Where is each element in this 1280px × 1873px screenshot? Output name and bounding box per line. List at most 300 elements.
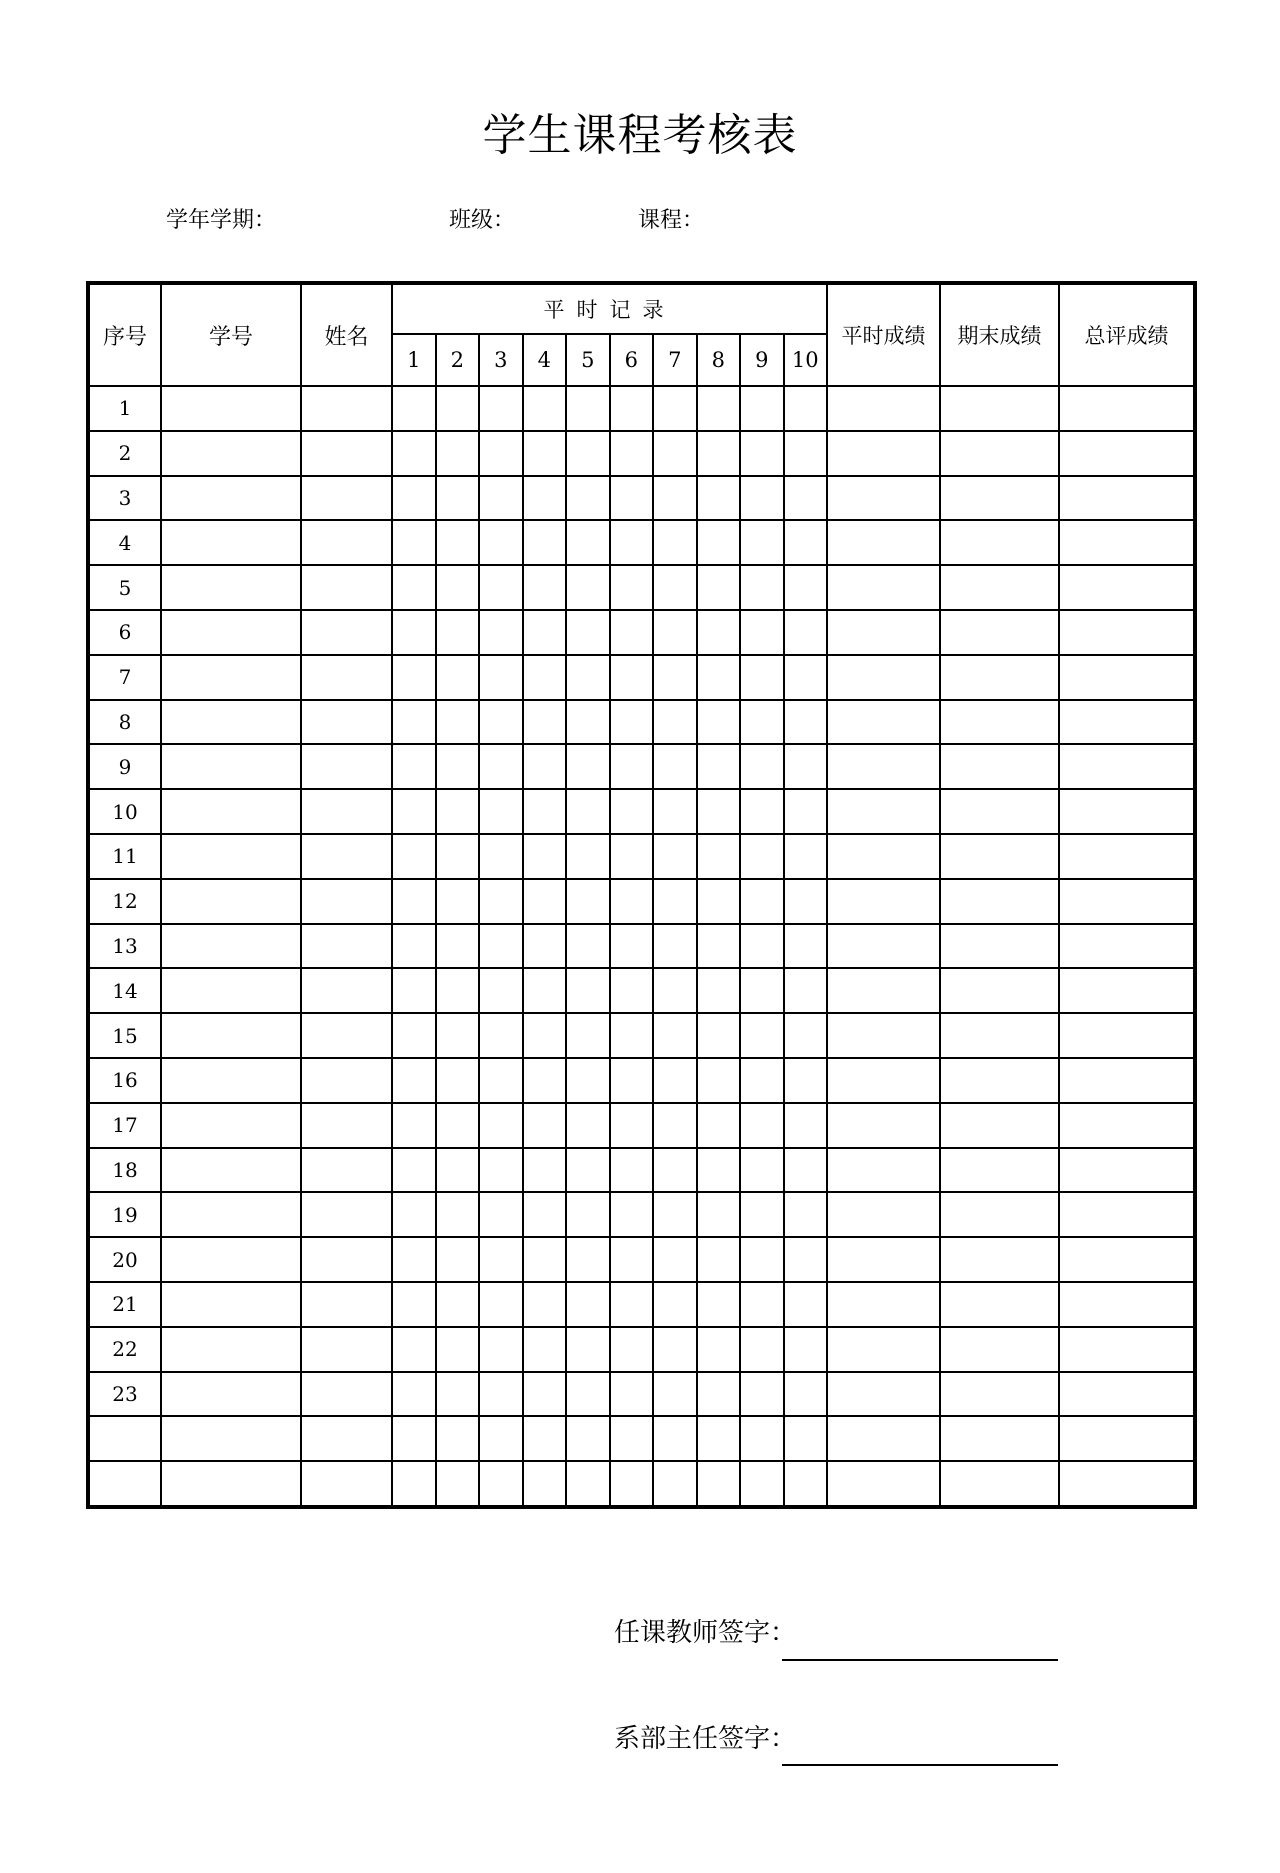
name-cell[interactable] (301, 1327, 392, 1372)
record-4-cell[interactable] (523, 1192, 567, 1237)
record-6-cell[interactable] (610, 1058, 654, 1103)
record-8-cell[interactable] (697, 834, 741, 879)
record-5-cell[interactable] (566, 789, 610, 834)
final-score-cell[interactable] (940, 700, 1059, 745)
record-8-cell[interactable] (697, 1416, 741, 1461)
final-score-cell[interactable] (940, 1461, 1059, 1507)
record-1-cell[interactable] (392, 1282, 436, 1327)
record-9-cell[interactable] (740, 610, 784, 655)
record-10-cell[interactable] (784, 476, 828, 521)
record-5-cell[interactable] (566, 1372, 610, 1417)
record-9-cell[interactable] (740, 789, 784, 834)
regular-score-cell[interactable] (827, 1416, 940, 1461)
record-9-cell[interactable] (740, 1282, 784, 1327)
record-9-cell[interactable] (740, 1461, 784, 1507)
record-7-cell[interactable] (653, 789, 697, 834)
record-8-cell[interactable] (697, 700, 741, 745)
record-7-cell[interactable] (653, 1237, 697, 1282)
record-2-cell[interactable] (436, 1103, 480, 1148)
name-cell[interactable] (301, 1192, 392, 1237)
record-9-cell[interactable] (740, 386, 784, 431)
record-4-cell[interactable] (523, 1282, 567, 1327)
record-10-cell[interactable] (784, 1327, 828, 1372)
record-9-cell[interactable] (740, 1013, 784, 1058)
record-8-cell[interactable] (697, 1461, 741, 1507)
record-9-cell[interactable] (740, 700, 784, 745)
student-id-cell[interactable] (161, 655, 301, 700)
final-score-cell[interactable] (940, 610, 1059, 655)
record-4-cell[interactable] (523, 520, 567, 565)
record-8-cell[interactable] (697, 744, 741, 789)
record-10-cell[interactable] (784, 386, 828, 431)
record-3-cell[interactable] (479, 1237, 523, 1282)
final-score-cell[interactable] (940, 565, 1059, 610)
student-id-cell[interactable] (161, 520, 301, 565)
record-9-cell[interactable] (740, 476, 784, 521)
student-id-cell[interactable] (161, 879, 301, 924)
record-5-cell[interactable] (566, 1013, 610, 1058)
record-6-cell[interactable] (610, 744, 654, 789)
record-5-cell[interactable] (566, 520, 610, 565)
record-9-cell[interactable] (740, 1058, 784, 1103)
record-2-cell[interactable] (436, 1058, 480, 1103)
record-1-cell[interactable] (392, 610, 436, 655)
record-4-cell[interactable] (523, 1058, 567, 1103)
record-8-cell[interactable] (697, 879, 741, 924)
record-8-cell[interactable] (697, 1103, 741, 1148)
student-id-cell[interactable] (161, 476, 301, 521)
name-cell[interactable] (301, 565, 392, 610)
student-id-cell[interactable] (161, 968, 301, 1013)
student-id-cell[interactable] (161, 700, 301, 745)
total-score-cell[interactable] (1059, 1327, 1195, 1372)
record-3-cell[interactable] (479, 879, 523, 924)
record-2-cell[interactable] (436, 565, 480, 610)
record-9-cell[interactable] (740, 1103, 784, 1148)
record-10-cell[interactable] (784, 1192, 828, 1237)
record-1-cell[interactable] (392, 1372, 436, 1417)
record-7-cell[interactable] (653, 655, 697, 700)
record-2-cell[interactable] (436, 700, 480, 745)
record-5-cell[interactable] (566, 565, 610, 610)
record-5-cell[interactable] (566, 655, 610, 700)
record-10-cell[interactable] (784, 1461, 828, 1507)
regular-score-cell[interactable] (827, 1461, 940, 1507)
regular-score-cell[interactable] (827, 1327, 940, 1372)
record-4-cell[interactable] (523, 924, 567, 969)
record-9-cell[interactable] (740, 834, 784, 879)
record-9-cell[interactable] (740, 520, 784, 565)
record-4-cell[interactable] (523, 1237, 567, 1282)
record-7-cell[interactable] (653, 834, 697, 879)
record-7-cell[interactable] (653, 1327, 697, 1372)
record-2-cell[interactable] (436, 1416, 480, 1461)
regular-score-cell[interactable] (827, 655, 940, 700)
record-5-cell[interactable] (566, 879, 610, 924)
record-8-cell[interactable] (697, 789, 741, 834)
record-1-cell[interactable] (392, 1148, 436, 1193)
record-8-cell[interactable] (697, 1058, 741, 1103)
record-5-cell[interactable] (566, 924, 610, 969)
student-id-cell[interactable] (161, 834, 301, 879)
record-7-cell[interactable] (653, 386, 697, 431)
record-7-cell[interactable] (653, 1282, 697, 1327)
regular-score-cell[interactable] (827, 924, 940, 969)
final-score-cell[interactable] (940, 1372, 1059, 1417)
total-score-cell[interactable] (1059, 1148, 1195, 1193)
record-2-cell[interactable] (436, 789, 480, 834)
student-id-cell[interactable] (161, 789, 301, 834)
record-2-cell[interactable] (436, 834, 480, 879)
teacher-signature-line[interactable] (782, 1659, 1058, 1661)
total-score-cell[interactable] (1059, 431, 1195, 476)
record-10-cell[interactable] (784, 431, 828, 476)
record-8-cell[interactable] (697, 1237, 741, 1282)
total-score-cell[interactable] (1059, 610, 1195, 655)
total-score-cell[interactable] (1059, 1192, 1195, 1237)
final-score-cell[interactable] (940, 1327, 1059, 1372)
director-signature-line[interactable] (782, 1764, 1058, 1766)
record-3-cell[interactable] (479, 1372, 523, 1417)
record-5-cell[interactable] (566, 610, 610, 655)
final-score-cell[interactable] (940, 520, 1059, 565)
record-3-cell[interactable] (479, 834, 523, 879)
record-5-cell[interactable] (566, 1327, 610, 1372)
record-4-cell[interactable] (523, 834, 567, 879)
record-5-cell[interactable] (566, 1058, 610, 1103)
record-1-cell[interactable] (392, 520, 436, 565)
record-3-cell[interactable] (479, 968, 523, 1013)
record-8-cell[interactable] (697, 1372, 741, 1417)
final-score-cell[interactable] (940, 789, 1059, 834)
record-4-cell[interactable] (523, 968, 567, 1013)
total-score-cell[interactable] (1059, 1461, 1195, 1507)
regular-score-cell[interactable] (827, 386, 940, 431)
record-8-cell[interactable] (697, 431, 741, 476)
record-8-cell[interactable] (697, 1282, 741, 1327)
record-8-cell[interactable] (697, 1013, 741, 1058)
student-id-cell[interactable] (161, 1327, 301, 1372)
record-1-cell[interactable] (392, 476, 436, 521)
regular-score-cell[interactable] (827, 431, 940, 476)
record-5-cell[interactable] (566, 476, 610, 521)
record-6-cell[interactable] (610, 655, 654, 700)
record-6-cell[interactable] (610, 1237, 654, 1282)
regular-score-cell[interactable] (827, 520, 940, 565)
record-7-cell[interactable] (653, 1103, 697, 1148)
final-score-cell[interactable] (940, 924, 1059, 969)
record-5-cell[interactable] (566, 1416, 610, 1461)
name-cell[interactable] (301, 789, 392, 834)
record-1-cell[interactable] (392, 968, 436, 1013)
name-cell[interactable] (301, 655, 392, 700)
record-1-cell[interactable] (392, 386, 436, 431)
record-2-cell[interactable] (436, 1461, 480, 1507)
student-id-cell[interactable] (161, 1416, 301, 1461)
total-score-cell[interactable] (1059, 386, 1195, 431)
record-7-cell[interactable] (653, 431, 697, 476)
record-3-cell[interactable] (479, 386, 523, 431)
student-id-cell[interactable] (161, 431, 301, 476)
name-cell[interactable] (301, 431, 392, 476)
record-8-cell[interactable] (697, 386, 741, 431)
record-6-cell[interactable] (610, 700, 654, 745)
record-7-cell[interactable] (653, 744, 697, 789)
record-3-cell[interactable] (479, 744, 523, 789)
name-cell[interactable] (301, 1237, 392, 1282)
total-score-cell[interactable] (1059, 520, 1195, 565)
total-score-cell[interactable] (1059, 476, 1195, 521)
record-10-cell[interactable] (784, 1013, 828, 1058)
record-4-cell[interactable] (523, 1327, 567, 1372)
record-10-cell[interactable] (784, 700, 828, 745)
regular-score-cell[interactable] (827, 1013, 940, 1058)
record-6-cell[interactable] (610, 431, 654, 476)
record-9-cell[interactable] (740, 1372, 784, 1417)
total-score-cell[interactable] (1059, 1416, 1195, 1461)
name-cell[interactable] (301, 1461, 392, 1507)
record-2-cell[interactable] (436, 1148, 480, 1193)
record-8-cell[interactable] (697, 610, 741, 655)
regular-score-cell[interactable] (827, 834, 940, 879)
record-6-cell[interactable] (610, 1103, 654, 1148)
name-cell[interactable] (301, 520, 392, 565)
record-1-cell[interactable] (392, 924, 436, 969)
student-id-cell[interactable] (161, 1148, 301, 1193)
final-score-cell[interactable] (940, 968, 1059, 1013)
final-score-cell[interactable] (940, 1148, 1059, 1193)
record-3-cell[interactable] (479, 1148, 523, 1193)
record-4-cell[interactable] (523, 476, 567, 521)
regular-score-cell[interactable] (827, 610, 940, 655)
record-5-cell[interactable] (566, 386, 610, 431)
record-5-cell[interactable] (566, 1192, 610, 1237)
record-4-cell[interactable] (523, 1372, 567, 1417)
record-7-cell[interactable] (653, 1461, 697, 1507)
record-4-cell[interactable] (523, 744, 567, 789)
record-8-cell[interactable] (697, 1192, 741, 1237)
record-3-cell[interactable] (479, 1327, 523, 1372)
name-cell[interactable] (301, 1416, 392, 1461)
record-10-cell[interactable] (784, 520, 828, 565)
record-7-cell[interactable] (653, 520, 697, 565)
student-id-cell[interactable] (161, 1103, 301, 1148)
record-5-cell[interactable] (566, 1148, 610, 1193)
record-7-cell[interactable] (653, 1416, 697, 1461)
final-score-cell[interactable] (940, 1103, 1059, 1148)
regular-score-cell[interactable] (827, 1103, 940, 1148)
record-3-cell[interactable] (479, 1416, 523, 1461)
record-3-cell[interactable] (479, 610, 523, 655)
record-3-cell[interactable] (479, 1013, 523, 1058)
record-10-cell[interactable] (784, 968, 828, 1013)
student-id-cell[interactable] (161, 1282, 301, 1327)
record-1-cell[interactable] (392, 1058, 436, 1103)
record-4-cell[interactable] (523, 1148, 567, 1193)
record-7-cell[interactable] (653, 968, 697, 1013)
regular-score-cell[interactable] (827, 1058, 940, 1103)
record-5-cell[interactable] (566, 968, 610, 1013)
total-score-cell[interactable] (1059, 700, 1195, 745)
name-cell[interactable] (301, 924, 392, 969)
record-10-cell[interactable] (784, 834, 828, 879)
record-1-cell[interactable] (392, 744, 436, 789)
record-4-cell[interactable] (523, 1461, 567, 1507)
final-score-cell[interactable] (940, 655, 1059, 700)
record-10-cell[interactable] (784, 565, 828, 610)
record-3-cell[interactable] (479, 789, 523, 834)
record-5-cell[interactable] (566, 1461, 610, 1507)
record-9-cell[interactable] (740, 1192, 784, 1237)
final-score-cell[interactable] (940, 744, 1059, 789)
record-7-cell[interactable] (653, 565, 697, 610)
regular-score-cell[interactable] (827, 565, 940, 610)
final-score-cell[interactable] (940, 1013, 1059, 1058)
record-9-cell[interactable] (740, 1237, 784, 1282)
total-score-cell[interactable] (1059, 565, 1195, 610)
record-7-cell[interactable] (653, 879, 697, 924)
total-score-cell[interactable] (1059, 1058, 1195, 1103)
regular-score-cell[interactable] (827, 476, 940, 521)
record-2-cell[interactable] (436, 968, 480, 1013)
record-3-cell[interactable] (479, 565, 523, 610)
record-8-cell[interactable] (697, 476, 741, 521)
record-6-cell[interactable] (610, 1192, 654, 1237)
record-10-cell[interactable] (784, 1237, 828, 1282)
student-id-cell[interactable] (161, 744, 301, 789)
record-5-cell[interactable] (566, 744, 610, 789)
student-id-cell[interactable] (161, 1461, 301, 1507)
record-2-cell[interactable] (436, 655, 480, 700)
total-score-cell[interactable] (1059, 1372, 1195, 1417)
record-6-cell[interactable] (610, 789, 654, 834)
record-9-cell[interactable] (740, 744, 784, 789)
record-5-cell[interactable] (566, 700, 610, 745)
record-10-cell[interactable] (784, 1372, 828, 1417)
record-1-cell[interactable] (392, 789, 436, 834)
student-id-cell[interactable] (161, 386, 301, 431)
name-cell[interactable] (301, 1058, 392, 1103)
record-7-cell[interactable] (653, 610, 697, 655)
record-7-cell[interactable] (653, 476, 697, 521)
record-5-cell[interactable] (566, 431, 610, 476)
record-5-cell[interactable] (566, 1103, 610, 1148)
record-9-cell[interactable] (740, 1327, 784, 1372)
student-id-cell[interactable] (161, 1013, 301, 1058)
record-2-cell[interactable] (436, 744, 480, 789)
total-score-cell[interactable] (1059, 655, 1195, 700)
record-2-cell[interactable] (436, 1327, 480, 1372)
record-6-cell[interactable] (610, 834, 654, 879)
record-6-cell[interactable] (610, 610, 654, 655)
record-4-cell[interactable] (523, 431, 567, 476)
record-6-cell[interactable] (610, 1327, 654, 1372)
record-9-cell[interactable] (740, 565, 784, 610)
regular-score-cell[interactable] (827, 1237, 940, 1282)
record-1-cell[interactable] (392, 1416, 436, 1461)
record-9-cell[interactable] (740, 879, 784, 924)
record-1-cell[interactable] (392, 431, 436, 476)
final-score-cell[interactable] (940, 431, 1059, 476)
record-1-cell[interactable] (392, 1327, 436, 1372)
record-2-cell[interactable] (436, 1237, 480, 1282)
record-4-cell[interactable] (523, 700, 567, 745)
record-6-cell[interactable] (610, 879, 654, 924)
record-5-cell[interactable] (566, 834, 610, 879)
final-score-cell[interactable] (940, 1237, 1059, 1282)
record-3-cell[interactable] (479, 1461, 523, 1507)
name-cell[interactable] (301, 476, 392, 521)
record-8-cell[interactable] (697, 1327, 741, 1372)
record-2-cell[interactable] (436, 924, 480, 969)
record-2-cell[interactable] (436, 1013, 480, 1058)
record-5-cell[interactable] (566, 1237, 610, 1282)
record-7-cell[interactable] (653, 1372, 697, 1417)
student-id-cell[interactable] (161, 610, 301, 655)
student-id-cell[interactable] (161, 565, 301, 610)
record-8-cell[interactable] (697, 1148, 741, 1193)
regular-score-cell[interactable] (827, 1192, 940, 1237)
name-cell[interactable] (301, 1103, 392, 1148)
regular-score-cell[interactable] (827, 879, 940, 924)
record-9-cell[interactable] (740, 924, 784, 969)
record-2-cell[interactable] (436, 610, 480, 655)
record-1-cell[interactable] (392, 834, 436, 879)
final-score-cell[interactable] (940, 834, 1059, 879)
name-cell[interactable] (301, 834, 392, 879)
record-4-cell[interactable] (523, 655, 567, 700)
record-3-cell[interactable] (479, 700, 523, 745)
record-10-cell[interactable] (784, 1058, 828, 1103)
name-cell[interactable] (301, 1282, 392, 1327)
record-7-cell[interactable] (653, 1148, 697, 1193)
record-9-cell[interactable] (740, 1416, 784, 1461)
regular-score-cell[interactable] (827, 789, 940, 834)
name-cell[interactable] (301, 744, 392, 789)
record-6-cell[interactable] (610, 565, 654, 610)
record-10-cell[interactable] (784, 1103, 828, 1148)
record-4-cell[interactable] (523, 1103, 567, 1148)
record-1-cell[interactable] (392, 879, 436, 924)
record-7-cell[interactable] (653, 700, 697, 745)
record-6-cell[interactable] (610, 1416, 654, 1461)
regular-score-cell[interactable] (827, 968, 940, 1013)
record-2-cell[interactable] (436, 879, 480, 924)
record-6-cell[interactable] (610, 968, 654, 1013)
record-3-cell[interactable] (479, 655, 523, 700)
student-id-cell[interactable] (161, 1058, 301, 1103)
total-score-cell[interactable] (1059, 744, 1195, 789)
record-1-cell[interactable] (392, 565, 436, 610)
regular-score-cell[interactable] (827, 1282, 940, 1327)
record-1-cell[interactable] (392, 655, 436, 700)
record-4-cell[interactable] (523, 879, 567, 924)
record-1-cell[interactable] (392, 700, 436, 745)
record-1-cell[interactable] (392, 1461, 436, 1507)
regular-score-cell[interactable] (827, 1372, 940, 1417)
total-score-cell[interactable] (1059, 1103, 1195, 1148)
record-9-cell[interactable] (740, 655, 784, 700)
record-10-cell[interactable] (784, 1282, 828, 1327)
record-3-cell[interactable] (479, 1282, 523, 1327)
record-2-cell[interactable] (436, 520, 480, 565)
record-8-cell[interactable] (697, 655, 741, 700)
record-10-cell[interactable] (784, 879, 828, 924)
total-score-cell[interactable] (1059, 1282, 1195, 1327)
name-cell[interactable] (301, 1372, 392, 1417)
record-2-cell[interactable] (436, 431, 480, 476)
record-8-cell[interactable] (697, 968, 741, 1013)
